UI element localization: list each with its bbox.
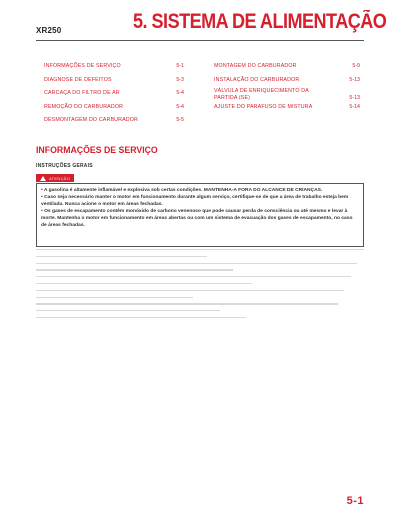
toc-entry[interactable]	[44, 101, 184, 115]
toc-entry-label: VÁLVULA DE ENRIQUECIMENTO DA PARTIDA (SE)	[214, 88, 309, 101]
faint-text-line	[36, 256, 207, 257]
toc-entry[interactable]	[214, 60, 360, 74]
warning-item: • A gasolina é altamente inflamável e explosiva sob certas condições. MANTENHA-A FORA DO ALCANCE DE CRIANÇAS.	[41, 188, 323, 193]
faint-text-line	[36, 249, 364, 250]
toc-entry-page: 5-9	[352, 63, 360, 69]
toc-entry-label: DESMONTAGEM DO CARBURADOR	[44, 117, 138, 123]
chapter-title: 5. SISTEMA DE ALIMENTAÇÃO	[133, 10, 387, 33]
toc-entry[interactable]	[214, 87, 360, 101]
toc-entry[interactable]	[214, 74, 360, 88]
toc-entry-page: 5-14	[349, 104, 360, 110]
toc-entry-page: 5-4	[176, 90, 184, 96]
faint-notes	[36, 249, 364, 324]
toc-entry-page: 5-13	[349, 76, 360, 83]
toc-entry-page: 5-5	[176, 117, 184, 123]
toc-entry-label: REMOÇÃO DO CARBURADOR	[44, 103, 124, 110]
warning-badge	[36, 174, 74, 182]
toc-entry-label: AJUSTE DO PARAFUSO DE MISTURA	[214, 104, 313, 110]
toc-entry[interactable]	[44, 74, 184, 88]
faint-text-line	[36, 283, 252, 284]
warning-item: • Caso seja necessário manter o motor em funcionamento durante algum serviço, certifique-se de que a área de trabalho esteja bem ventilada. Nunca acione o motor em áreas fechadas.	[41, 195, 349, 207]
toc-entry-page: 5-13	[349, 94, 360, 101]
faint-text-line	[36, 269, 233, 270]
toc-entry-page: 5-4	[176, 103, 184, 110]
toc-entry-page: 5-3	[176, 76, 184, 83]
header-rule	[36, 40, 364, 41]
toc-entry-label: INSTALAÇÃO DO CARBURADOR	[214, 76, 300, 83]
warning-label: ATENÇÃO	[49, 175, 71, 181]
faint-text-line	[36, 317, 246, 318]
toc-entry[interactable]	[44, 60, 184, 74]
faint-text-line	[36, 276, 351, 277]
faint-text-line	[36, 310, 220, 311]
warning-triangle-icon	[40, 176, 46, 181]
toc-entry-label: MONTAGEM DO CARBURADOR	[214, 63, 297, 69]
toc-entry[interactable]	[44, 114, 184, 128]
warning-item: • Os gases de escapamento contêm monóxido de carbono venenoso que pode causar perda de consciência ou até mesmo e levar à morte. Mantenha o motor em funcionamento em áreas abertas ou com um sistema de evacuação dos gases de escapamento, no caso de áreas fechadas.	[41, 209, 353, 228]
toc-left-column	[44, 60, 184, 128]
toc-entry-label: DIAGNOSE DE DEFEITOS	[44, 76, 112, 83]
page-number: 5-1	[346, 495, 364, 507]
toc-entry-label: INFORMAÇÕES DE SERVIÇO	[44, 63, 121, 69]
section-title: INFORMAÇÕES DE SERVIÇO	[36, 145, 158, 156]
toc-entry[interactable]	[44, 87, 184, 101]
toc-right-column	[214, 60, 360, 115]
model-label: XR250	[36, 26, 62, 35]
toc-entry[interactable]	[214, 101, 360, 115]
toc-entry-label: CARCAÇA DO FILTRO DE AR	[44, 90, 120, 96]
faint-text-line	[36, 297, 193, 298]
faint-text-line	[36, 263, 357, 264]
faint-text-line	[36, 303, 338, 304]
subheading: INSTRUÇÕES GERAIS	[36, 163, 93, 169]
faint-text-line	[36, 290, 344, 291]
warning-box	[36, 183, 364, 247]
toc-entry-page: 5-1	[176, 63, 184, 69]
